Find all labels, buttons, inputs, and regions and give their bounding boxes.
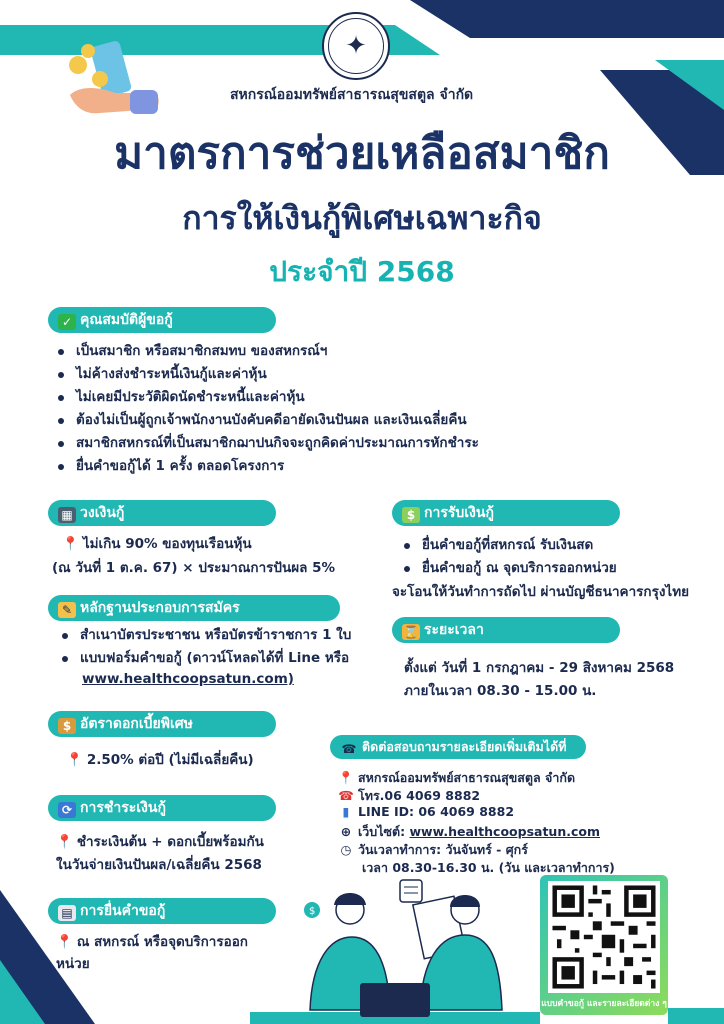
application-heading-label: การยื่นคำขอกู้ xyxy=(80,903,166,919)
telephone-icon: ☎ xyxy=(338,788,354,803)
globe-icon: ⊕ xyxy=(340,824,352,839)
contact-heading-label: ติดต่อสอบถามรายละเอียดเพิ่มเติมได้ที่ xyxy=(362,739,567,754)
repayment-heading xyxy=(48,795,276,821)
application-line2: หน่วย xyxy=(56,956,90,972)
receiving-note: จะโอนให้วันทำการถัดไป ผ่านบัญชีธนาคารกรุงไทย xyxy=(392,584,690,600)
money-wings-icon: $ xyxy=(402,507,420,523)
list-item: ไม่เคยมีประวัติผิดนัดชำระหนี้และค่าหุ้น xyxy=(50,386,479,409)
coop-name: สหกรณ์ออมทรัพย์สาธารณสุขสตูล จำกัด xyxy=(230,87,474,103)
contact-hours: เวลา 08.30-16.30 น. (วัน และเวลาทำการ) xyxy=(362,860,615,875)
period-heading xyxy=(392,617,620,643)
calculator-icon: ▦ xyxy=(58,507,76,523)
list-item: สำเนาบัตรประชาชน หรือบัตรข้าราชการ 1 ใบ xyxy=(54,624,351,647)
repayment-line1: 📍 ชำระเงินต้น + ดอกเบี้ยพร้อมกัน xyxy=(56,834,264,850)
mobile-icon: ▮ xyxy=(342,804,350,819)
document-icon: ▤ xyxy=(58,905,76,921)
list-item: ต้องไม่เป็นผู้ถูกเจ้าพนักงานบังคับคดีอายัดเงินปันผล และเงินเฉลี่ยคืน xyxy=(50,409,479,432)
pin-icon: 📍 xyxy=(66,752,83,768)
loan-limit-line1: 📍 ไม่เกิน 90% ของทุนเรือนหุ้น xyxy=(62,536,252,552)
receiving-heading-label: การรับเงินกู้ xyxy=(424,505,494,521)
contact-line-id: ▮ LINE ID: 06 4069 8882 xyxy=(338,804,514,819)
period-heading-label: ระยะเวลา xyxy=(424,622,484,638)
interest-heading xyxy=(48,711,276,737)
application-heading xyxy=(48,898,276,924)
documents-heading xyxy=(48,595,340,621)
receiving-list xyxy=(396,534,617,580)
receiving-heading xyxy=(392,500,620,526)
list-item: ยื่นคำขอกู้ที่สหกรณ์ รับเงินสด xyxy=(396,534,617,557)
interest-heading-label: อัตราดอกเบี้ยพิเศษ xyxy=(80,716,193,732)
website-link[interactable]: www.healthcoopsatun.com xyxy=(409,824,600,839)
repayment-line2: ในวันจ่ายเงินปันผล/เฉลี่ยคืน 2568 xyxy=(56,857,262,873)
contact-hours-label: ◷ วันเวลาทำการ: วันจันทร์ - ศุกร์ xyxy=(338,840,528,860)
list-item: ไม่ค้างส่งชำระหนี้เงินกู้และค่าหุ้น xyxy=(50,363,479,386)
documents-url-link[interactable]: www.healthcoopsatun.com) xyxy=(82,671,294,687)
list-item: สมาชิกสหกรณ์ที่เป็นสมาชิกฌาปนกิจจะถูกคิดค่าประมาณการหักชำระ xyxy=(50,432,479,455)
loan-limit-line2: (ณ วันที่ 1 ต.ค. 67) × ประมาณการปันผล 5% xyxy=(52,560,335,576)
pin-icon: 📍 xyxy=(62,536,79,552)
contact-name: 📍 สหกรณ์ออมทรัพย์สาธารณสุขสตูล จำกัด xyxy=(338,770,576,785)
list-item: เป็นสมาชิก หรือสมาชิกสมทบ ของสหกรณ์ฯ xyxy=(50,340,479,363)
repeat-icon: ⟳ xyxy=(58,802,76,818)
qualifications-heading xyxy=(48,307,276,333)
memo-icon: ✎ xyxy=(58,602,76,618)
contact-phone: ☎ โทร.06 4069 8882 xyxy=(338,788,481,803)
people-illustration xyxy=(290,875,520,1020)
qualifications-list xyxy=(50,340,479,478)
repayment-heading-label: การชำระเงินกู้ xyxy=(80,800,166,816)
documents-list xyxy=(54,624,351,670)
pin-icon: 📍 xyxy=(56,834,73,850)
contact-website: ⊕ เว็บไซต์: www.healthcoopsatun.com xyxy=(338,822,600,842)
money-bag-icon: $ xyxy=(58,718,76,734)
period-line1: ตั้งแต่ วันที่ 1 กรกฎาคม - 29 สิงหาคม 2568 xyxy=(404,660,675,676)
main-title: มาตรการช่วยเหลือสมาชิก xyxy=(114,128,610,179)
check-icon: ✓ xyxy=(58,314,76,330)
contact-heading xyxy=(330,735,586,759)
pin-icon: 📍 xyxy=(56,934,73,950)
svg-text:$: $ xyxy=(309,906,316,917)
documents-heading-label: หลักฐานประกอบการสมัคร xyxy=(80,600,240,616)
coop-logo xyxy=(322,12,390,80)
hand-phone-illustration xyxy=(60,35,170,120)
qr-caption: แบบคำขอกู้ และรายละเอียดต่าง ๆ xyxy=(541,999,667,1009)
seal-icon: ✦ xyxy=(328,18,384,74)
pin-icon: 📍 xyxy=(338,770,354,785)
application-line1: 📍 ณ สหกรณ์ หรือจุดบริการออก xyxy=(56,934,248,950)
qr-code[interactable] xyxy=(548,881,660,993)
interest-line: 📍 2.50% ต่อปี (ไม่มีเฉลี่ยคืน) xyxy=(66,752,254,768)
list-item: ยื่นคำขอกู้ได้ 1 ครั้ง ตลอดโครงการ xyxy=(50,455,479,478)
hourglass-icon: ⌛ xyxy=(403,625,419,639)
loan-limit-heading xyxy=(48,500,276,526)
qualifications-heading-label: คุณสมบัติผู้ขอกู้ xyxy=(80,312,173,328)
year-title: ประจำปี 2568 xyxy=(269,255,455,288)
sub-title: การให้เงินกู้พิเศษเฉพาะกิจ xyxy=(182,199,542,237)
clock-icon: ◷ xyxy=(340,842,352,857)
loan-limit-heading-label: วงเงินกู้ xyxy=(80,505,125,521)
list-item: ยื่นคำขอกู้ ณ จุดบริการออกหน่วย xyxy=(396,557,617,580)
list-item: แบบฟอร์มคำขอกู้ (ดาวน์โหลดได้ที่ Line หรือ xyxy=(54,647,351,670)
phone-icon: ☎ xyxy=(341,742,357,756)
period-line2: ภายในเวลา 08.30 - 15.00 น. xyxy=(404,683,597,699)
